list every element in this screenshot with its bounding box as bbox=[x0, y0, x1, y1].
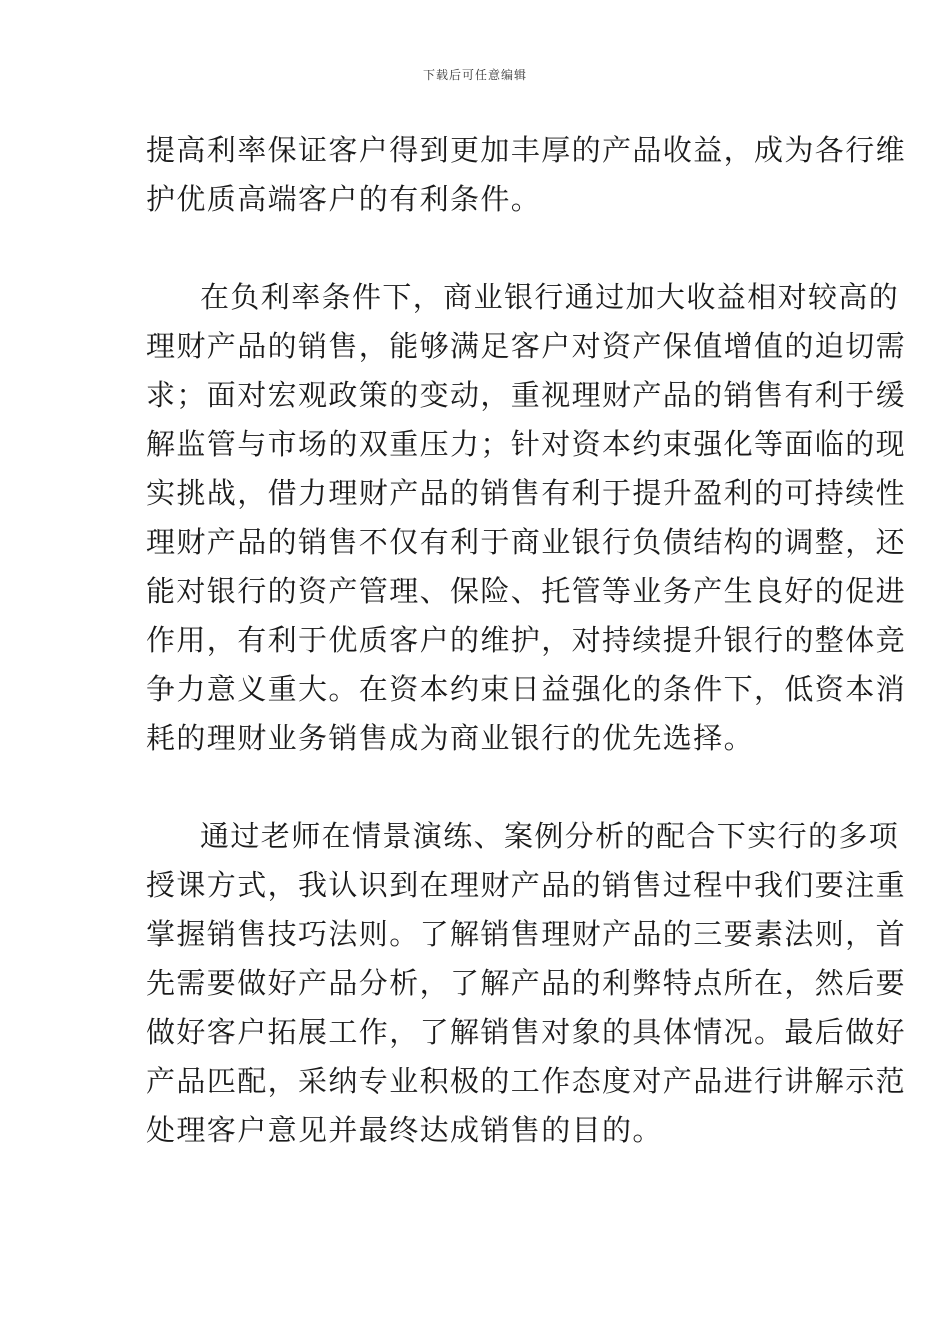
document-body bbox=[146, 126, 907, 1155]
paragraph-2 bbox=[146, 273, 907, 763]
text-line: 护优质高端客户的有利条件。 bbox=[146, 182, 542, 216]
text-line: 解监管与市场的双重压力；针对资本约束强化等面临的现 bbox=[146, 427, 907, 461]
text-line: 掌握销售技巧法则。了解销售理财产品的三要素法则，首 bbox=[146, 917, 907, 951]
text-line: 通过老师在情景演练、案例分析的配合下实行的多项 bbox=[200, 819, 900, 853]
text-line: 理财产品的销售不仅有利于商业银行负债结构的调整，还 bbox=[146, 525, 907, 559]
text-line: 能对银行的资产管理、保险、托管等业务产生良好的促进 bbox=[146, 574, 907, 608]
text-line: 求；面对宏观政策的变动，重视理财产品的销售有利于缓 bbox=[146, 378, 907, 412]
text-line: 理财产品的销售，能够满足客户对资产保值增值的迫切需 bbox=[146, 329, 907, 363]
text-line: 提高利率保证客户得到更加丰厚的产品收益，成为各行维 bbox=[146, 133, 907, 167]
paragraph-spacer bbox=[146, 224, 810, 273]
text-line: 先需要做好产品分析，了解产品的利弊特点所在，然后要 bbox=[146, 966, 907, 1000]
paragraph-3 bbox=[146, 812, 907, 1155]
text-line: 产品匹配，采纳专业积极的工作态度对产品进行讲解示范 bbox=[146, 1064, 907, 1098]
text-line: 做好客户拓展工作，了解销售对象的具体情况。最后做好 bbox=[146, 1015, 907, 1049]
text-line: 实挑战，借力理财产品的销售有利于提升盈利的可持续性 bbox=[146, 476, 907, 510]
text-line: 耗的理财业务销售成为商业银行的优先选择。 bbox=[146, 721, 755, 755]
text-line: 作用，有利于优质客户的维护，对持续提升银行的整体竞 bbox=[146, 623, 907, 657]
text-line: 授课方式，我认识到在理财产品的销售过程中我们要注重 bbox=[146, 868, 907, 902]
paragraph-spacer bbox=[146, 763, 810, 812]
page-header-note: 下载后可任意编辑 bbox=[422, 68, 527, 82]
text-line: 争力意义重大。在资本约束日益强化的条件下，低资本消 bbox=[146, 672, 907, 706]
paragraph-1 bbox=[146, 126, 907, 224]
text-line: 处理客户意见并最终达成销售的目的。 bbox=[146, 1113, 663, 1147]
text-line: 在负利率条件下，商业银行通过加大收益相对较高的 bbox=[200, 280, 900, 314]
